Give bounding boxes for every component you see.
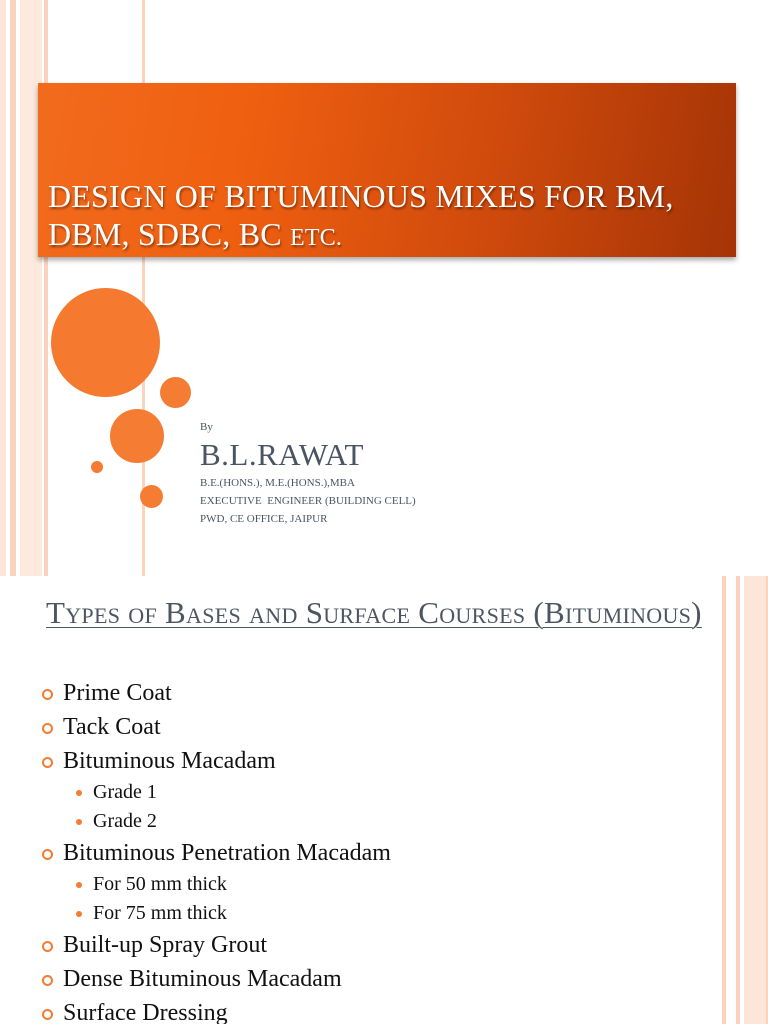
decor-stripe bbox=[744, 576, 766, 1024]
bullet-ring-icon bbox=[42, 1009, 53, 1020]
bullet-text: Bituminous Macadam bbox=[63, 748, 276, 774]
content-slide bbox=[0, 576, 768, 1024]
bullet-list bbox=[40, 676, 720, 1024]
sub-bullet-text: For 50 mm thick bbox=[93, 873, 227, 895]
decor-circle-large bbox=[51, 288, 160, 397]
decor-circle-dot bbox=[91, 461, 103, 473]
bullet-item bbox=[40, 996, 720, 1024]
bullet-ring-icon bbox=[42, 849, 53, 860]
decor-circle-small bbox=[160, 377, 191, 408]
sub-bullet-item bbox=[40, 807, 720, 836]
sub-bullet-item bbox=[40, 778, 720, 807]
sub-bullet-text: Grade 1 bbox=[93, 781, 157, 803]
decor-circle-medium bbox=[110, 409, 164, 463]
bullet-text: Dense Bituminous Macadam bbox=[63, 966, 342, 992]
bullet-item bbox=[40, 928, 720, 962]
bullet-text: Built-up Spray Grout bbox=[63, 932, 267, 958]
credential-line: B.E.(HONS.), M.E.(HONS.),MBA bbox=[200, 477, 355, 489]
by-label: By bbox=[200, 421, 213, 433]
slide-title: Types of Bases and Surface Courses (Bituminous) bbox=[46, 595, 702, 630]
bullet-item bbox=[40, 962, 720, 996]
bullet-item bbox=[40, 744, 720, 778]
bullet-ring-icon bbox=[42, 723, 53, 734]
bullet-dot-icon bbox=[76, 790, 82, 796]
author-name: B.L.RAWAT bbox=[200, 437, 364, 472]
bullet-dot-icon bbox=[76, 911, 82, 917]
slide-title: DESIGN OF BITUMINOUS MIXES FOR BM, DBM, SDBC, BC ETC. bbox=[48, 178, 674, 252]
credential-line: PWD, CE OFFICE, JAIPUR bbox=[200, 513, 328, 525]
decor-stripe bbox=[0, 0, 6, 576]
sub-bullet-text: Grade 2 bbox=[93, 810, 157, 832]
bullet-ring-icon bbox=[42, 689, 53, 700]
bullet-text: Surface Dressing bbox=[63, 1000, 228, 1024]
bullet-item bbox=[40, 710, 720, 744]
sub-bullet-item bbox=[40, 870, 720, 899]
decor-circle-small bbox=[140, 485, 163, 508]
bullet-item bbox=[40, 676, 720, 710]
bullet-dot-icon bbox=[76, 882, 82, 888]
bullet-ring-icon bbox=[42, 757, 53, 768]
bullet-ring-icon bbox=[42, 941, 53, 952]
decor-stripe bbox=[722, 576, 726, 1024]
decor-stripe bbox=[10, 0, 16, 576]
decor-stripe bbox=[736, 576, 740, 1024]
bullet-text: Tack Coat bbox=[63, 714, 161, 740]
title-banner bbox=[38, 83, 736, 257]
bullet-item bbox=[40, 836, 720, 870]
sub-bullet-text: For 75 mm thick bbox=[93, 902, 227, 924]
bullet-ring-icon bbox=[42, 975, 53, 986]
sub-bullet-item bbox=[40, 899, 720, 928]
author-block bbox=[200, 420, 416, 528]
bullet-text: Bituminous Penetration Macadam bbox=[63, 840, 391, 866]
bullet-text: Prime Coat bbox=[63, 680, 172, 706]
credential-line: EXECUTIVE ENGINEER (BUILDING CELL) bbox=[200, 495, 416, 507]
bullet-dot-icon bbox=[76, 819, 82, 825]
